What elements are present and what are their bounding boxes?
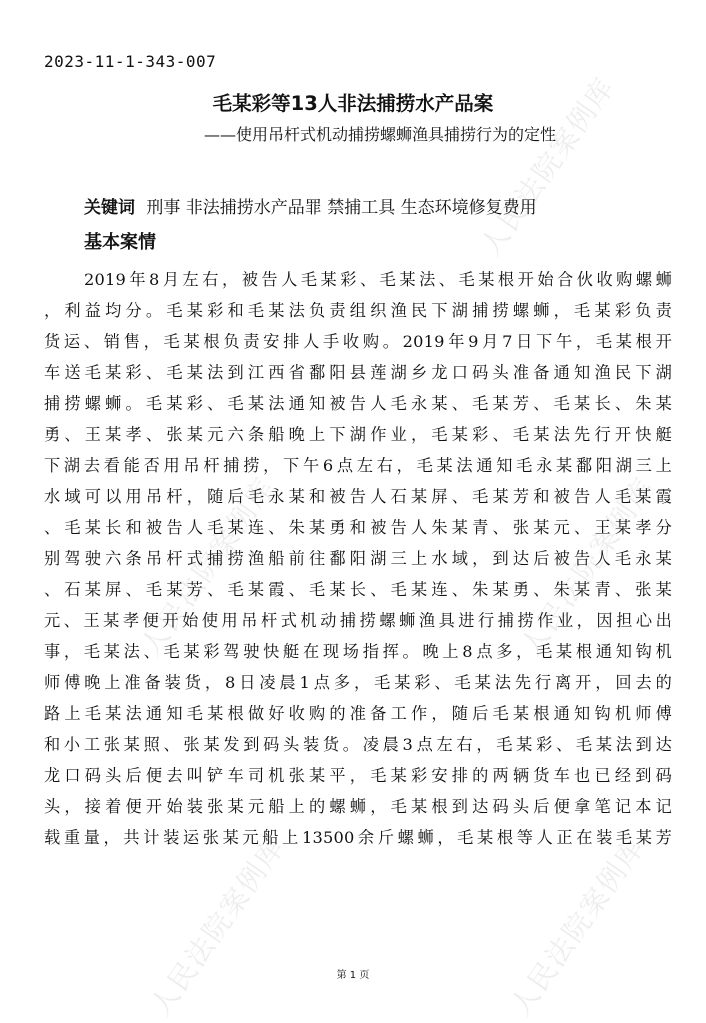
body-line: 、石某屏、毛某芳、毛某霞、毛某长、毛某连、朱某勇、朱某青、张某 <box>44 580 672 599</box>
case-number: 2023-11-1-343-007 <box>44 52 217 71</box>
body-line: 师傅晚上准备装货，8日凌晨1点多，毛某彩、毛某法先行离开，回去的 <box>44 673 672 692</box>
body-line: 元、王某孝便开始使用吊杆式机动捕捞螺蛳渔具进行捕捞作业，因担心出 <box>44 611 672 630</box>
watermark: 人民法院案例库 <box>144 830 292 1022</box>
body-line: 头，接着便开始装张某元船上的螺蛳，毛某根到达码头后便拿笔记本记 <box>44 797 672 816</box>
body-line: 下湖去看能否用吊杆捕捞，下午6点左右，毛某法通知毛永某鄱阳湖三上 <box>44 456 672 475</box>
watermark: 人民法院案例库 <box>474 70 622 262</box>
watermark: 人民法院案例库 <box>514 470 662 662</box>
body-line: 货运、销售，毛某根负责安排人手收购。2019年9月7日下午，毛某根开 <box>44 332 672 351</box>
document-title: 毛某彩等13人非法捕捞水产品案 <box>212 92 494 115</box>
body-line: 、毛某长和被告人毛某连、朱某勇和被告人朱某青、张某元、王某孝分 <box>44 518 672 537</box>
page-footer: 第 1 页 <box>336 970 370 981</box>
body-line: ，利益均分。毛某彩和毛某法负责组织渔民下湖捕捞螺蛳，毛某彩负责 <box>44 301 672 320</box>
body-line: 水域可以用吊杆，随后毛永某和被告人石某屏、毛某芳和被告人毛某霞 <box>44 487 672 506</box>
body-line: 捕捞螺蛳。毛某彩、毛某法通知被告人毛永某、毛某芳、毛某长、朱某 <box>44 394 672 413</box>
watermark: 人民法院案例库 <box>134 470 282 662</box>
watermark: 人民法院案例库 <box>504 830 652 1022</box>
body-line: 车送毛某彩、毛某法到江西省鄱阳县莲湖乡龙口码头准备通知渔民下湖 <box>44 363 672 382</box>
document-subtitle: ——使用吊杆式机动捕捞螺蛳渔具捕捞行为的定性 <box>203 125 557 144</box>
keywords-row <box>84 193 537 218</box>
body-line: 和小工张某照、张某发到码头装货。凌晨3点左右，毛某彩、毛某法到达 <box>44 735 672 754</box>
keywords-label: 关键词 <box>84 198 135 218</box>
keywords-text: 刑事 非法捕捞水产品罪 禁捕工具 生态环境修复费用 <box>146 198 537 218</box>
body-line: 勇、王某孝、张某元六条船晚上下湖作业，毛某彩、毛某法先行开快艇 <box>44 425 672 444</box>
section-heading: 基本案情 <box>84 232 156 253</box>
body-line: 别驾驶六条吊杆式捕捞渔船前往鄱阳湖三上水域，到达后被告人毛永某 <box>44 549 672 568</box>
body-line: 载重量，共计装运张某元船上13500余斤螺蛳，毛某根等人正在装毛某芳 <box>44 828 672 847</box>
body-line: 龙口码头后便去叫铲车司机张某平，毛某彩安排的两辆货车也已经到码 <box>44 766 672 785</box>
body-line: 事，毛某法、毛某彩驾驶快艇在现场指挥。晚上8点多，毛某根通知钩机 <box>44 642 672 661</box>
body-line: 2019年8月左右，被告人毛某彩、毛某法、毛某根开始合伙收购螺蛳 <box>84 270 672 289</box>
body-line: 路上毛某法通知毛某根做好收购的准备工作，随后毛某根通知钩机师傅 <box>44 704 672 723</box>
